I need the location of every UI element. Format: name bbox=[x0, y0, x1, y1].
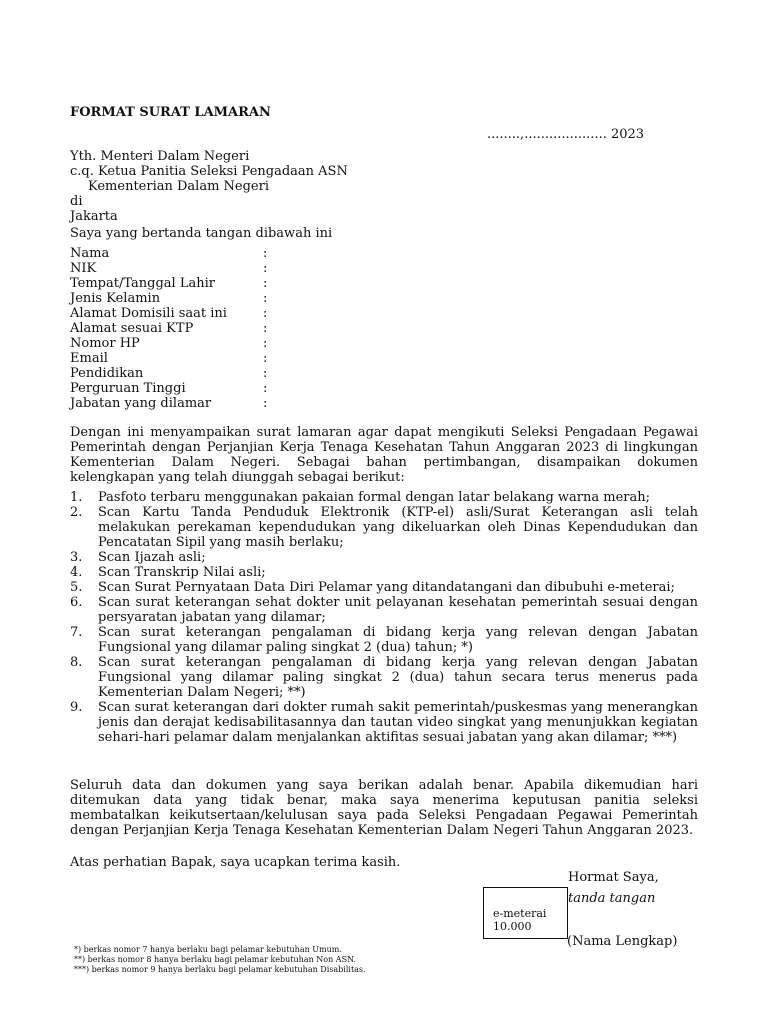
date-line: ........,.................... 2023 bbox=[487, 127, 645, 142]
address-line: di bbox=[70, 194, 83, 209]
list-text: Scan surat keterangan pengalaman di bidang kerja yang relevan dengan Jabatan Fungsional yang dilamar paling singkat 2 (dua) tahun; *) bbox=[98, 625, 698, 655]
intro-text: Saya yang bertanda tangan dibawah ini bbox=[70, 226, 333, 241]
list-text: Scan Transkrip Nilai asli; bbox=[98, 565, 266, 580]
field-colon: : bbox=[263, 366, 268, 381]
signature-greeting: Hormat Saya, bbox=[568, 870, 659, 885]
list-number: 9. bbox=[70, 700, 83, 715]
field-row bbox=[70, 276, 268, 291]
list-text: Pasfoto terbaru menggunakan pakaian formal dengan latar belakang warna merah; bbox=[98, 490, 650, 505]
list-number: 1. bbox=[70, 490, 83, 505]
document-list bbox=[70, 490, 698, 745]
field-row bbox=[70, 291, 268, 306]
signature-placeholder: tanda tangan bbox=[568, 891, 656, 906]
field-colon: : bbox=[263, 246, 268, 261]
field-row bbox=[70, 246, 268, 261]
list-text: Scan Surat Pernyataan Data Diri Pelamar yang ditandatangani dan dibubuhi e-meterai; bbox=[98, 580, 675, 595]
field-label: Alamat sesuai KTP bbox=[70, 321, 194, 336]
list-text: Scan surat keterangan pengalaman di bidang kerja yang relevan dengan Jabatan Fungsional yang dilamar paling singkat 2 (dua) tahun secara terus menerus pada Kementerian Dalam Negeri; **) bbox=[98, 655, 698, 700]
field-colon: : bbox=[263, 396, 268, 411]
list-text: Scan surat keterangan dari dokter rumah sakit pemerintah/puskesmas yang menerangkan jenis dan derajat kedisabilitasannya dan tautan video singkat yang menunjukkan kegiatan sehari-hari pelamar dalam menjalankan aktifitas sesuai jabatan yang akan dilamar; ***) bbox=[98, 700, 698, 745]
field-colon: : bbox=[263, 381, 268, 396]
field-colon: : bbox=[263, 276, 268, 291]
list-text: Scan Kartu Tanda Penduduk Elektronik (KTP-el) asli/Surat Keterangan asli telah melakukan perekaman kependudukan yang dikeluarkan oleh Dinas Kependudukan dan Pencatatan Sipil yang masih berlaku; bbox=[98, 505, 698, 550]
statement-paragraph: Seluruh data dan dokumen yang saya berikan adalah benar. Apabila dikemudian hari ditemukan data yang tidak benar, maka saya menerima keputusan panitia seleksi membatalkan keikutsertaan/kelulusan saya pada Seleksi Pengadaan Pegawai Pemerintah dengan Perjanjian Kerja Tenaga Kesehatan Kementerian Dalam Negeri Tahun Anggaran 2023. bbox=[70, 778, 698, 838]
list-item bbox=[70, 550, 698, 565]
list-number: 6. bbox=[70, 595, 83, 610]
field-row bbox=[70, 261, 268, 276]
field-label: Jenis Kelamin bbox=[70, 291, 161, 306]
recipient-address bbox=[70, 149, 348, 224]
document-title: FORMAT SURAT LAMARAN bbox=[70, 105, 271, 120]
list-number: 7. bbox=[70, 625, 83, 640]
field-colon: : bbox=[263, 291, 268, 306]
list-text: Scan surat keterangan sehat dokter unit pelayanan kesehatan pemerintah sesuai dengan persyaratan jabatan yang dilamar; bbox=[98, 595, 698, 625]
emeterai-box bbox=[483, 887, 568, 939]
field-row bbox=[70, 381, 268, 396]
field-label: Tempat/Tanggal Lahir bbox=[70, 276, 215, 291]
field-row bbox=[70, 366, 268, 381]
list-text: Scan Ijazah asli; bbox=[98, 550, 206, 565]
list-number: 8. bbox=[70, 655, 83, 670]
field-label: NIK bbox=[70, 261, 97, 276]
list-number: 5. bbox=[70, 580, 83, 595]
footnote: *) berkas nomor 7 hanya berlaku bagi pelamar kebutuhan Umum. bbox=[74, 945, 342, 954]
application-paragraph: Dengan ini menyampaikan surat lamaran agar dapat mengikuti Seleksi Pengadaan Pegawai Pemerintah dengan Perjanjian Kerja Tenaga Kesehatan Tahun Anggaran 2023 di lingkungan Kementerian Dalam Negeri. Sebagai bahan pertimbangan, disampaikan dokumen kelengkapan yang telah diunggah sebagai berikut: bbox=[70, 425, 698, 485]
field-label: Alamat Domisili saat ini bbox=[70, 306, 227, 321]
list-item bbox=[70, 595, 698, 625]
field-row bbox=[70, 396, 268, 411]
list-number: 4. bbox=[70, 565, 83, 580]
footnote: **) berkas nomor 8 hanya berlaku bagi pelamar kebutuhan Non ASN. bbox=[74, 955, 357, 964]
field-colon: : bbox=[263, 336, 268, 351]
list-number: 3. bbox=[70, 550, 83, 565]
field-colon: : bbox=[263, 261, 268, 276]
list-item bbox=[70, 580, 698, 595]
emeterai-value: 10.000 bbox=[493, 920, 532, 933]
footnote: ***) berkas nomor 9 hanya berlaku bagi pelamar kebutuhan Disabilitas. bbox=[74, 965, 366, 974]
list-item bbox=[70, 700, 698, 745]
list-item bbox=[70, 565, 698, 580]
field-label: Pendidikan bbox=[70, 366, 144, 381]
field-label: Jabatan yang dilamar bbox=[70, 396, 212, 411]
field-label: Perguruan Tinggi bbox=[70, 381, 186, 396]
list-number: 2. bbox=[70, 505, 83, 520]
closing-text: Atas perhatian Bapak, saya ucapkan terima kasih. bbox=[70, 855, 401, 870]
list-item bbox=[70, 505, 698, 550]
list-item bbox=[70, 490, 698, 505]
field-label: Email bbox=[70, 351, 108, 366]
address-line: Kementerian Dalam Negeri bbox=[88, 179, 269, 194]
field-colon: : bbox=[263, 321, 268, 336]
address-line: Jakarta bbox=[70, 209, 118, 224]
address-line: c.q. Ketua Panitia Seleksi Pengadaan ASN bbox=[70, 164, 348, 179]
field-label: Nomor HP bbox=[70, 336, 140, 351]
field-row bbox=[70, 351, 268, 366]
emeterai-label: e-meterai bbox=[493, 907, 547, 920]
field-row bbox=[70, 321, 268, 336]
list-item bbox=[70, 625, 698, 655]
field-row bbox=[70, 306, 268, 321]
signer-name-placeholder: (Nama Lengkap) bbox=[567, 934, 678, 949]
field-colon: : bbox=[263, 351, 268, 366]
field-row bbox=[70, 336, 268, 351]
list-item bbox=[70, 655, 698, 700]
field-colon: : bbox=[263, 306, 268, 321]
field-label: Nama bbox=[70, 246, 110, 261]
footnotes bbox=[74, 945, 366, 975]
address-line: Yth. Menteri Dalam Negeri bbox=[70, 149, 250, 164]
applicant-fields bbox=[70, 246, 268, 411]
